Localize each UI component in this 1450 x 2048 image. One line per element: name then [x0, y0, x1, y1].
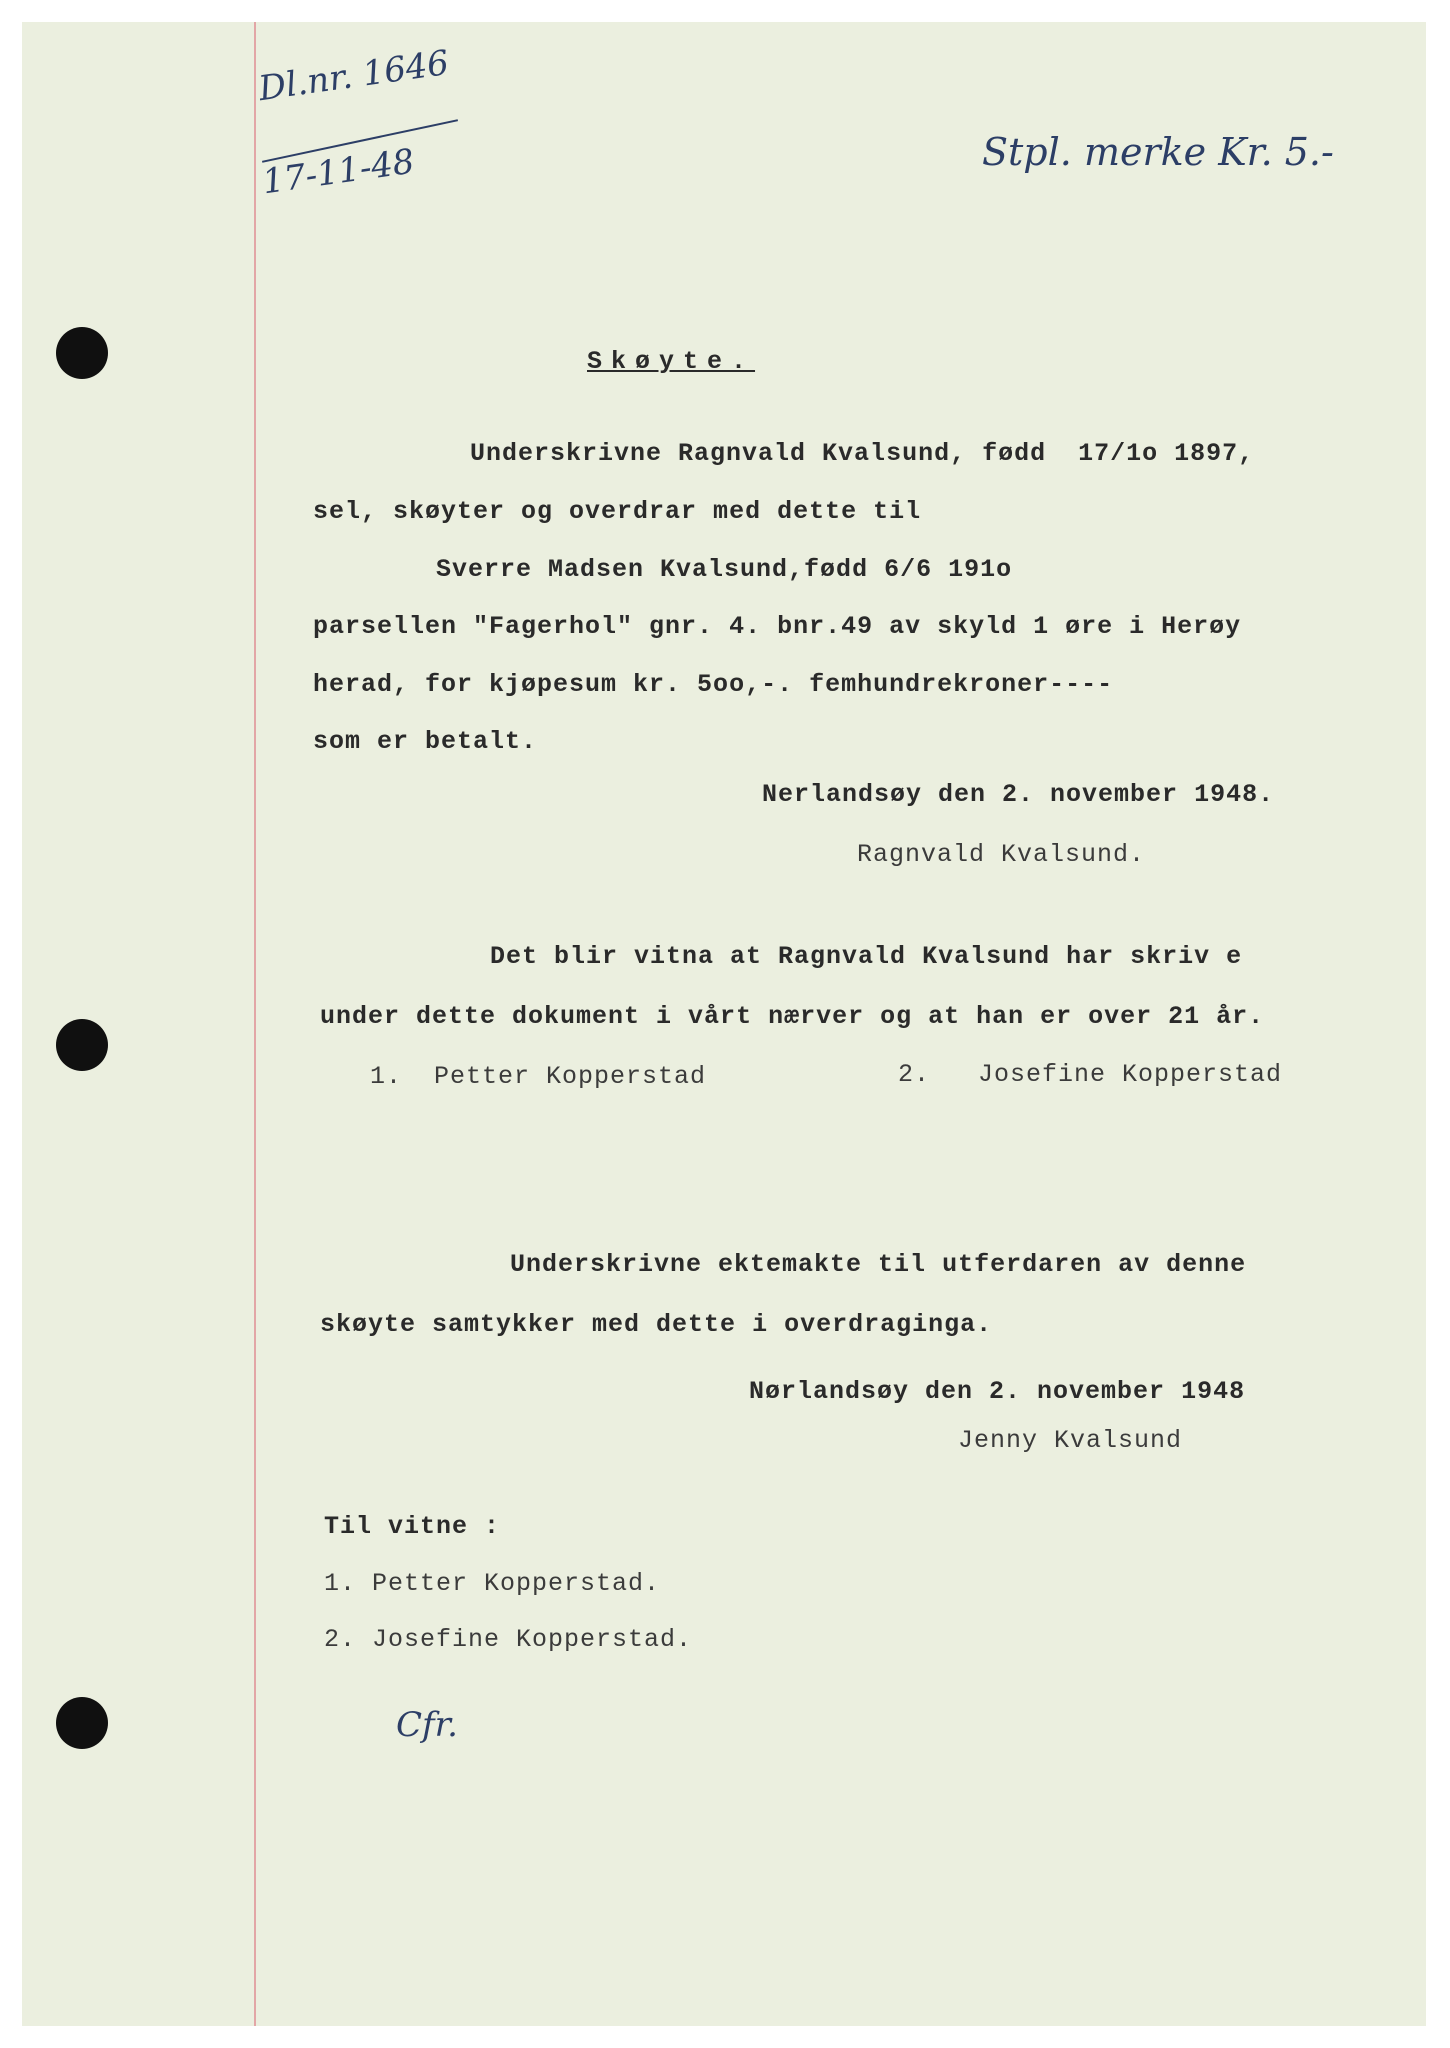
signature-2: Jenny Kvalsund: [958, 1426, 1183, 1455]
ref-number: Dl.nr. 1646: [256, 42, 452, 110]
body-line-4: parsellen "Fagerhol" gnr. 4. bnr.49 av skyld 1 øre i Herøy: [313, 612, 1242, 641]
witness-list-item: 2. Josefine Kopperstad.: [324, 1625, 693, 1654]
document-title: Skøyte.: [587, 347, 756, 376]
punch-hole: [56, 327, 108, 379]
body-line-1: Underskrivne Ragnvald Kvalsund, fødd 17/1o 1897,: [470, 439, 1255, 468]
witness-2: 2. Josefine Kopperstad: [898, 1060, 1283, 1089]
punch-hole: [56, 1697, 108, 1749]
witness-statement-line-2: under dette dokument i vårt nærver og at han er over 21 år.: [320, 1002, 1265, 1031]
consent-line-2: skøyte samtykker med dette i overdraginga.: [320, 1310, 993, 1339]
witness-header: Til vitne :: [324, 1512, 501, 1541]
body-line-2: sel, skøyter og overdrar med dette til: [313, 497, 922, 526]
punch-hole: [56, 1019, 108, 1071]
consent-line-1: Underskrivne ektemakte til utferdaren av denne: [510, 1250, 1247, 1279]
body-line-3: Sverre Madsen Kvalsund,fødd 6/6 191o: [436, 555, 1013, 584]
witness-list-item: 1. Petter Kopperstad.: [324, 1569, 661, 1598]
ref-date: 17-11-48: [259, 141, 417, 203]
place-date-2: Nørlandsøy den 2. november 1948: [749, 1377, 1246, 1406]
place-date-1: Nerlandsøy den 2. november 1948.: [762, 780, 1275, 809]
initials: Cfr.: [396, 1705, 458, 1745]
witness-statement-line-1: Det blir vitna at Ragnvald Kvalsund har skriv e: [490, 942, 1243, 971]
stamp-note: Stpl. merke Kr. 5.-: [982, 130, 1334, 174]
signature-1: Ragnvald Kvalsund.: [857, 840, 1146, 869]
document-page: [22, 22, 1426, 2026]
body-line-6: som er betalt.: [313, 727, 538, 756]
margin-line: [254, 22, 256, 2026]
body-line-5: herad, for kjøpesum kr. 5oo,-. femhundrekroner----: [313, 670, 1114, 699]
witness-1: 1. Petter Kopperstad: [370, 1062, 707, 1091]
